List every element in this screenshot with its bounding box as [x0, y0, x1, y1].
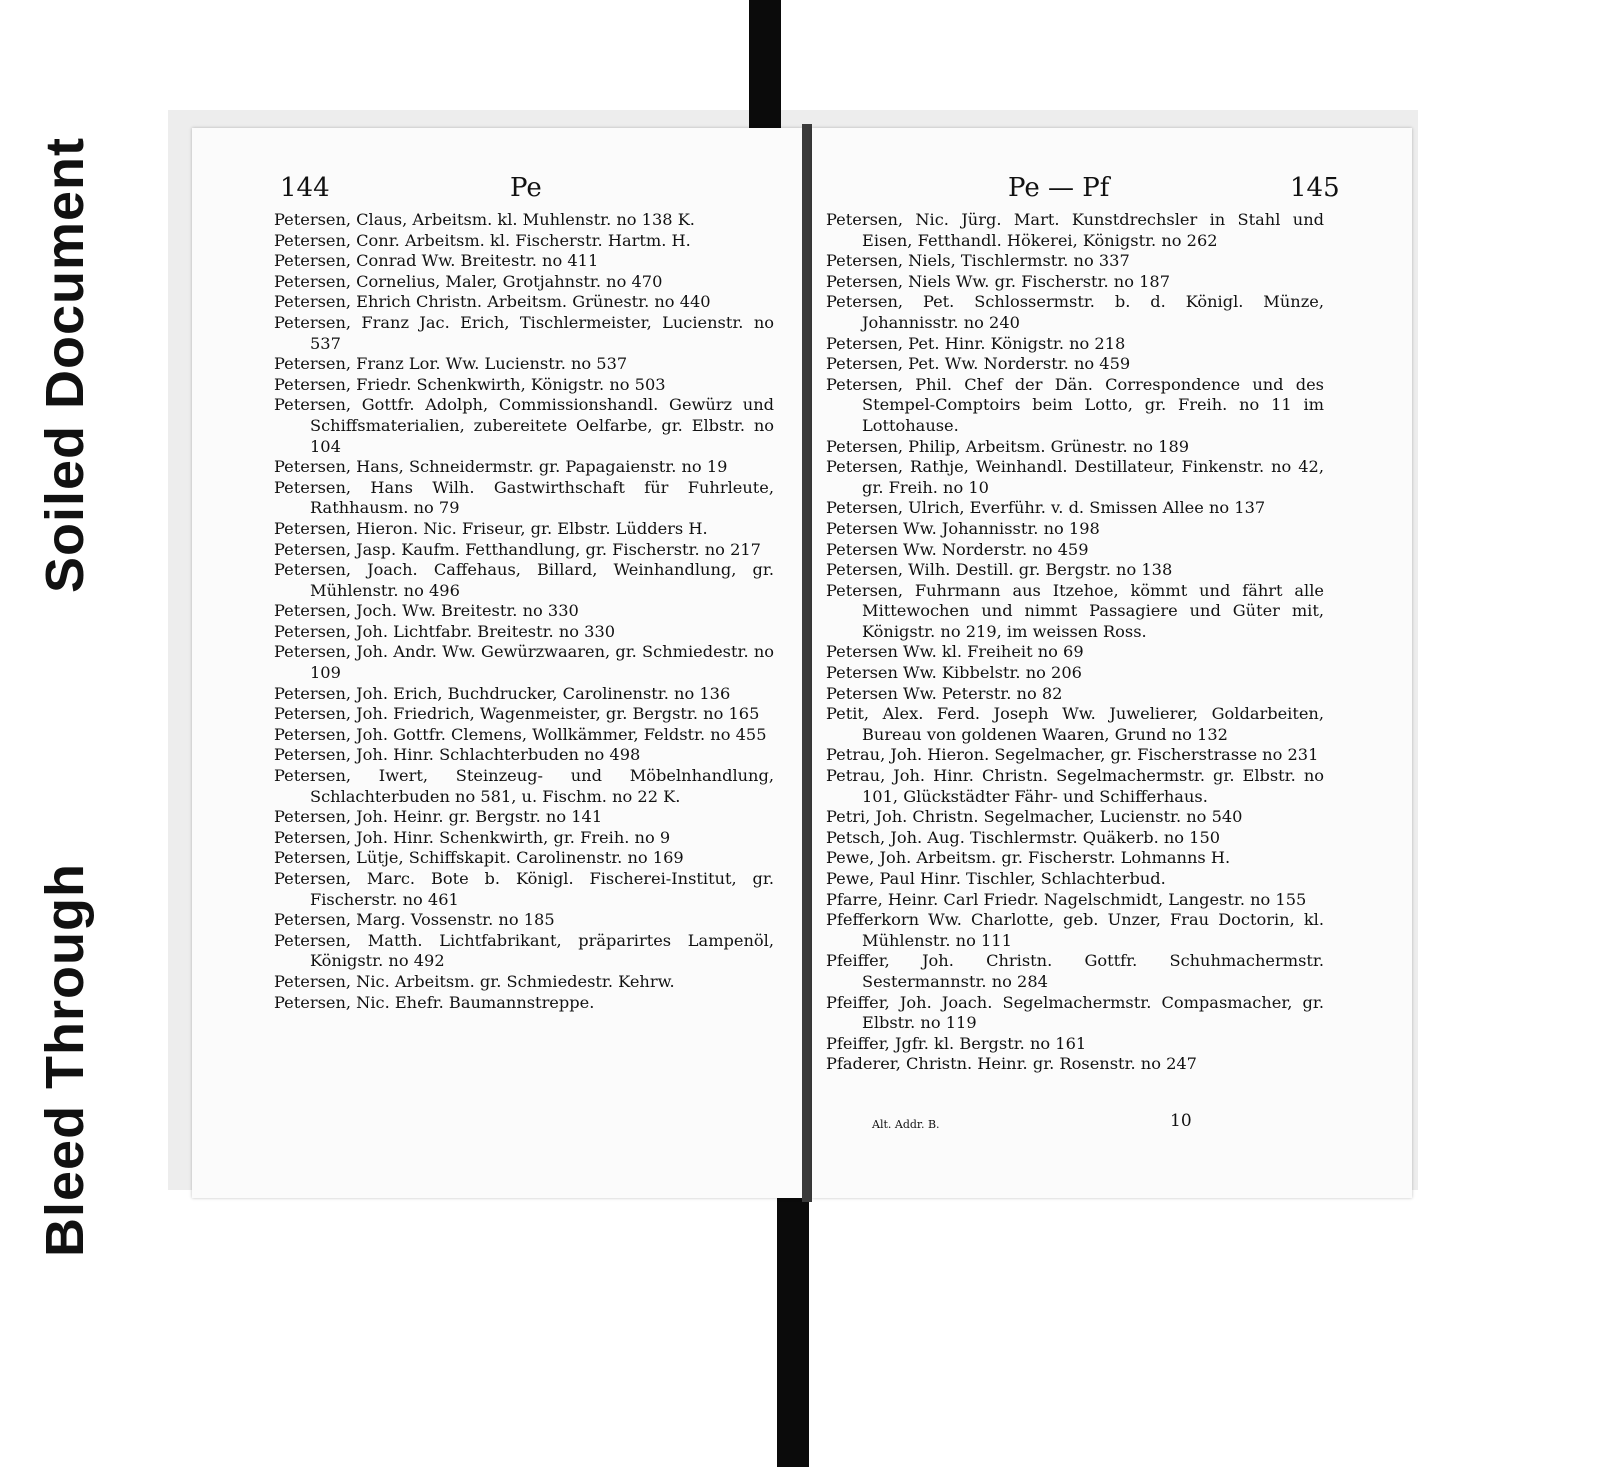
- directory-entry: Pfeiffer, Joh. Christn. Gottfr. Schuhmachermstr. Sestermannstr. no 284: [826, 951, 1324, 991]
- directory-entry: Petersen, Iwert, Steinzeug- und Möbelnhandlung, Schlachterbuden no 581, u. Fischm. no 22 K.: [274, 766, 774, 806]
- directory-entry: Petersen, Hans Wilh. Gastwirthschaft für Fuhrleute, Rathhausm. no 79: [274, 477, 774, 518]
- directory-entry: Pewe, Joh. Arbeitsm. gr. Fischerstr. Lohmanns H.: [826, 848, 1231, 868]
- directory-entry: Petersen, Hans, Schneidermstr. gr. Papagaienstr. no 19: [274, 457, 728, 477]
- directory-entry: Petersen, Marc. Bote b. Königl. Fischerei-Institut, gr. Fischerstr. no 461: [274, 869, 774, 909]
- directory-entry: Petersen, Friedr. Schenkwirth, Königstr. no 503: [274, 374, 666, 394]
- directory-entry: Petersen, Rathje, Weinhandl. Destillateur, Finkenstr. no 42, gr. Freih. no 10: [826, 457, 1324, 497]
- directory-entry: Petersen, Franz Jac. Erich, Tischlermeister, Lucienstr. no 537: [274, 312, 774, 353]
- directory-entry: Petersen Ww. Peterstr. no 82: [826, 683, 1063, 703]
- directory-entry: Pfeiffer, Jgfr. kl. Bergstr. no 161: [826, 1033, 1087, 1053]
- directory-entry: Petersen, Cornelius, Maler, Grotjahnstr. no 470: [274, 271, 663, 291]
- directory-entry: Petersen, Niels Ww. gr. Fischerstr. no 187: [826, 271, 1170, 291]
- directory-entry: Petersen, Conrad Ww. Breitestr. no 411: [274, 251, 599, 271]
- book-spine: [802, 124, 812, 1202]
- footer-number: 10: [1170, 1111, 1192, 1131]
- directory-entry: Petersen, Gottfr. Adolph, Commissionshandl. Gewürz und Schiffsmaterialien, zubereitete Oelfarbe, gr. Elbstr. no 104: [274, 395, 774, 456]
- directory-entry: Petersen, Nic. Jürg. Mart. Kunstdrechsler in Stahl und Eisen, Fetthandl. Hökerei, Königstr. no 262: [826, 210, 1324, 250]
- directory-entry: Pfeiffer, Joh. Joach. Segelmachermstr. Compasmacher, gr. Elbstr. no 119: [826, 992, 1324, 1033]
- right-page-number: 145: [1290, 173, 1340, 203]
- directory-entry: Petersen, Niels, Tischlermstr. no 337: [826, 251, 1130, 271]
- directory-entry: Pfarre, Heinr. Carl Friedr. Nagelschmidt, Langestr. no 155: [826, 889, 1307, 909]
- directory-entry: Petersen, Pet. Hinr. Königstr. no 218: [826, 333, 1126, 353]
- directory-entry: Petsch, Joh. Aug. Tischlermstr. Quäkerb. no 150: [826, 827, 1221, 847]
- directory-entry: Petersen, Joch. Ww. Breitestr. no 330: [274, 601, 579, 621]
- directory-entry: Petersen, Phil. Chef der Dän. Correspondence und des Stempel-Comptoirs beim Lotto, gr. Freih. no 11 im Lottohause.: [826, 374, 1324, 435]
- gutter-bar-top: [749, 0, 781, 130]
- soiled-document-label: Soiled Document: [35, 136, 95, 594]
- directory-entry: Petersen, Pet. Ww. Norderstr. no 459: [826, 354, 1131, 374]
- directory-entry: Petersen, Hieron. Nic. Friseur, gr. Elbstr. Lüdders H.: [274, 518, 708, 538]
- directory-entry: Petersen Ww. kl. Freiheit no 69: [826, 642, 1084, 662]
- directory-entry: Pfaderer, Christn. Heinr. gr. Rosenstr. no 247: [826, 1054, 1197, 1074]
- bleed-through-label: Bleed Through: [35, 863, 95, 1257]
- directory-entry: Petersen, Nic. Arbeitsm. gr. Schmiedestr. Kehrw.: [274, 971, 675, 991]
- directory-entry: Petit, Alex. Ferd. Joseph Ww. Juwelierer, Goldarbeiten, Bureau von goldenen Waaren, Grund no 132: [826, 704, 1324, 744]
- directory-entry: Petersen, Marg. Vossenstr. no 185: [274, 910, 555, 930]
- directory-entry: Petersen, Joh. Hinr. Schenkwirth, gr. Freih. no 9: [274, 827, 671, 847]
- directory-entry: Petrau, Joh. Hieron. Segelmacher, gr. Fischerstrasse no 231: [826, 745, 1319, 765]
- directory-entry: Petersen, Ehrich Christn. Arbeitsm. Grünestr. no 440: [274, 292, 711, 312]
- directory-entry: Pewe, Paul Hinr. Tischler, Schlachterbud.: [826, 869, 1166, 888]
- directory-entry: Petersen, Pet. Schlossermstr. b. d. Königl. Münze, Johannisstr. no 240: [826, 292, 1324, 332]
- footer-signature: Alt. Addr. B.: [872, 1118, 940, 1131]
- left-entry-list: [274, 210, 774, 1013]
- directory-entry: Petersen, Joh. Gottfr. Clemens, Wollkämmer, Feldstr. no 455: [274, 724, 767, 744]
- directory-entry: Petersen, Ulrich, Everführ. v. d. Smissen Allee no 137: [826, 498, 1266, 518]
- directory-entry: Petersen, Conr. Arbeitsm. kl. Fischerstr. Hartm. H.: [274, 230, 691, 250]
- right-page-heading: Pe — Pf: [1008, 173, 1110, 203]
- directory-entry: Petersen, Matth. Lichtfabrikant, präparirtes Lampenöl, Königstr. no 492: [274, 930, 774, 971]
- directory-entry: Petersen, Joh. Andr. Ww. Gewürzwaaren, gr. Schmiedestr. no 109: [274, 642, 774, 683]
- directory-entry: Petrau, Joh. Hinr. Christn. Segelmachermstr. gr. Elbstr. no 101, Glückstädter Fähr- und Schifferhaus.: [826, 766, 1324, 806]
- directory-entry: Petersen, Fuhrmann aus Itzehoe, kömmt und fährt alle Mittewochen und nimmt Passagiere und Güter mit, Königstr. no 219, im weissen Ross.: [826, 580, 1324, 641]
- right-entry-list: [826, 210, 1324, 1075]
- directory-entry: Petersen, Joh. Erich, Buchdrucker, Carolinenstr. no 136: [274, 683, 731, 703]
- directory-entry: Petersen, Claus, Arbeitsm. kl. Muhlenstr. no 138 K.: [274, 210, 695, 229]
- directory-entry: Pfefferkorn Ww. Charlotte, geb. Unzer, Frau Doctorin, kl. Mühlenstr. no 111: [826, 910, 1324, 950]
- directory-entry: Petersen, Jasp. Kaufm. Fetthandlung, gr. Fischerstr. no 217: [274, 539, 761, 559]
- left-page: [192, 128, 802, 1198]
- directory-entry: Petersen, Joh. Hinr. Schlachterbuden no 498: [274, 745, 641, 765]
- directory-entry: Petersen, Lütje, Schiffskapit. Carolinenstr. no 169: [274, 848, 684, 868]
- directory-entry: Petersen, Philip, Arbeitsm. Grünestr. no 189: [826, 436, 1190, 456]
- directory-entry: Petersen, Franz Lor. Ww. Lucienstr. no 537: [274, 354, 628, 374]
- left-page-heading: Pe: [510, 173, 542, 203]
- directory-entry: Petri, Joh. Christn. Segelmacher, Lucienstr. no 540: [826, 807, 1243, 827]
- directory-entry: Petersen, Joh. Lichtfabr. Breitestr. no 330: [274, 621, 616, 641]
- right-page: [812, 128, 1412, 1198]
- directory-entry: Petersen, Wilh. Destill. gr. Bergstr. no 138: [826, 560, 1173, 580]
- left-page-number: 144: [280, 173, 330, 203]
- directory-entry: Petersen, Nic. Ehefr. Baumannstreppe.: [274, 992, 595, 1012]
- directory-entry: Petersen Ww. Norderstr. no 459: [826, 539, 1089, 559]
- directory-entry: Petersen, Joh. Friedrich, Wagenmeister, gr. Bergstr. no 165: [274, 704, 760, 724]
- directory-entry: Petersen, Joh. Heinr. gr. Bergstr. no 141: [274, 807, 603, 827]
- directory-entry: Petersen, Joach. Caffehaus, Billard, Weinhandlung, gr. Mühlenstr. no 496: [274, 560, 774, 600]
- directory-entry: Petersen Ww. Johannisstr. no 198: [826, 518, 1100, 538]
- gutter-bar-bottom: [777, 1198, 809, 1467]
- directory-entry: Petersen Ww. Kibbelstr. no 206: [826, 663, 1082, 683]
